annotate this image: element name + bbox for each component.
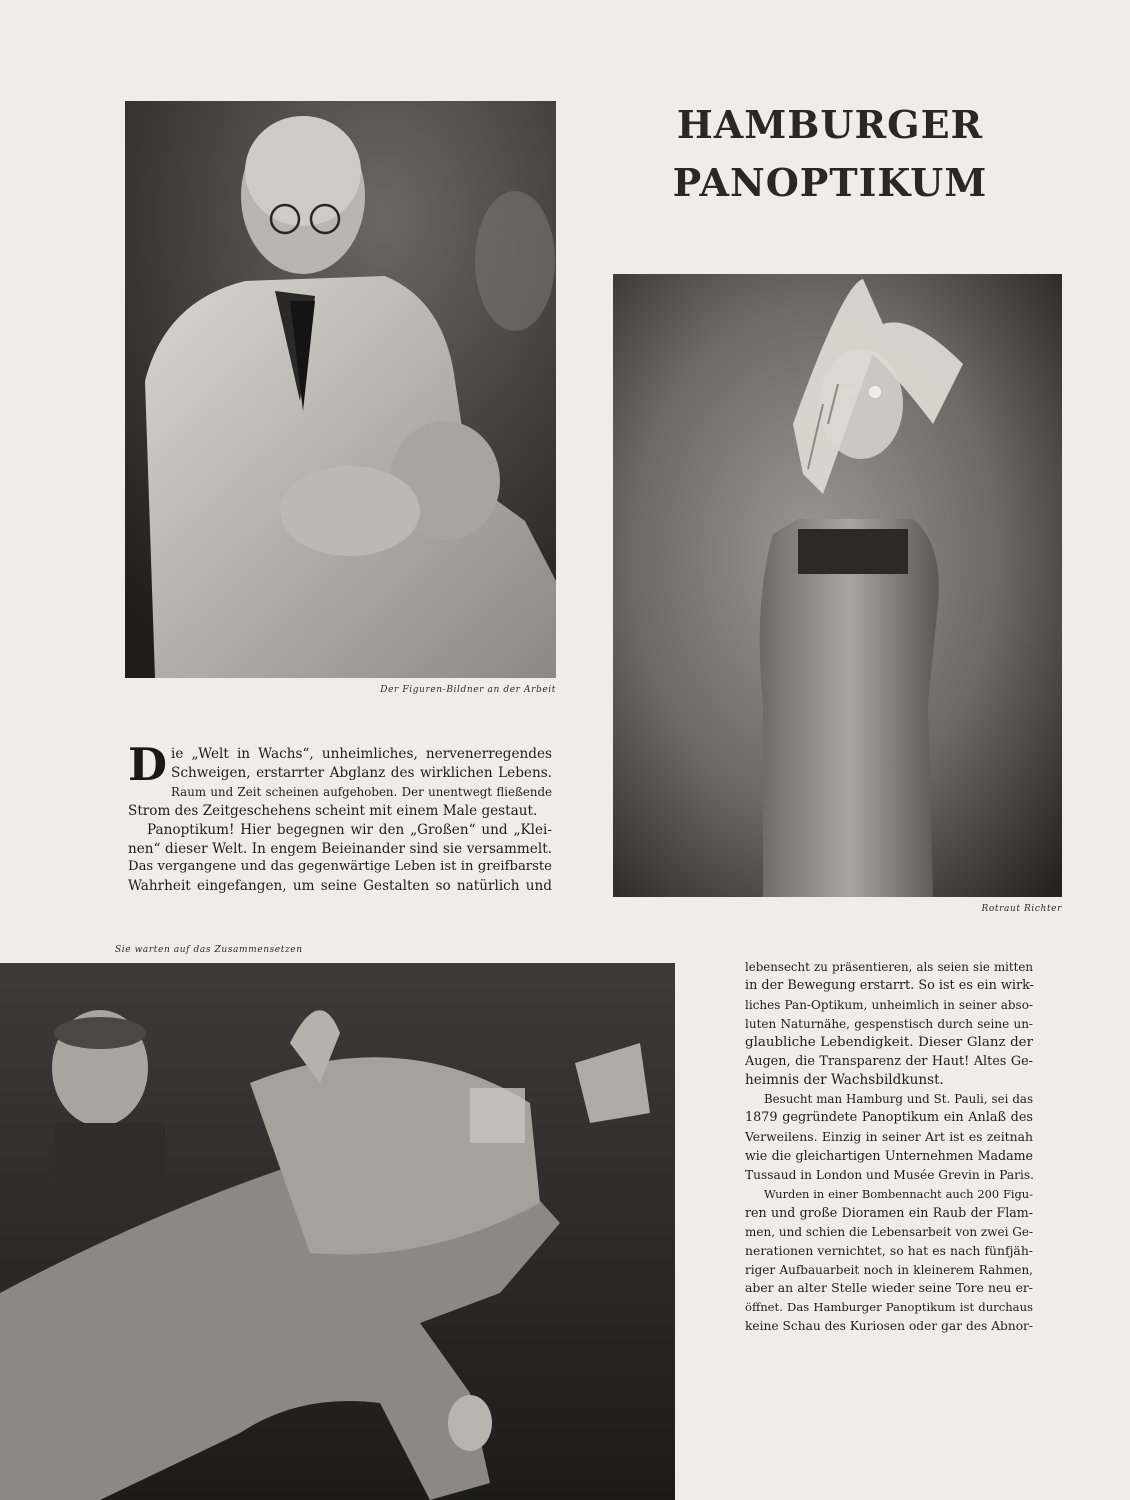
text-line: heimnis der Wachsbildkunst. bbox=[745, 1072, 944, 1089]
text-line: öffnet. Das Hamburger Panoptikum ist durchaus bbox=[745, 1300, 1033, 1315]
text-line: Verweilens. Einzig in seiner Art ist es zeitnah bbox=[745, 1129, 1033, 1145]
text-line: ren und große Dioramen ein Raub der Flam- bbox=[745, 1204, 1033, 1220]
photo-sculptor bbox=[125, 101, 556, 678]
photo-wax-figure bbox=[613, 274, 1062, 897]
caption-assembly: Sie warten auf das Zusammensetzen bbox=[115, 945, 303, 955]
text-line: riger Aufbauarbeit noch in kleinerem Rahmen, bbox=[745, 1262, 1033, 1277]
title-line-1: HAMBURGER bbox=[676, 102, 984, 147]
caption-photo-credit: Rotraut Richter bbox=[981, 904, 1062, 914]
title-line-2: PANOPTIKUM bbox=[672, 160, 988, 205]
text-line: glaubliche Lebendigkeit. Dieser Glanz der bbox=[745, 1034, 1033, 1050]
text-line: ie „Welt in Wachs“, unheimliches, nervenerregendes bbox=[171, 746, 552, 762]
paragraph-5 bbox=[745, 1185, 1033, 1336]
text-line: Wurden in einer Bombennacht auch 200 Figu- bbox=[764, 1186, 1033, 1201]
text-line: 1879 gegründete Panoptikum ein Anlaß des bbox=[745, 1110, 1033, 1126]
text-line: Tussaud in London und Musée Grevin in Paris. bbox=[745, 1167, 1034, 1182]
text-line: in der Bewegung erstarrt. So ist es ein wirk- bbox=[745, 977, 1034, 993]
article-body-column-1 bbox=[128, 738, 552, 896]
article-body-column-2 bbox=[745, 958, 1033, 1336]
paragraph-2 bbox=[128, 821, 552, 897]
text-line: wie die gleichartigen Unternehmen Madame bbox=[745, 1148, 1033, 1164]
text-line: keine Schau des Kuriosen oder gar des Abnor- bbox=[745, 1319, 1033, 1334]
text-line: liches Pan-Optikum, unheimlich in seiner abso- bbox=[745, 997, 1033, 1012]
paragraph-1 bbox=[128, 738, 552, 821]
drop-cap: D bbox=[128, 738, 168, 791]
text-line: Strom des Zeitgeschehens scheint mit einem Male gestaut. bbox=[128, 802, 538, 819]
text-line: Schweigen, erstarrter Abglanz des wirklichen Lebens. bbox=[171, 764, 552, 781]
text-line: Augen, die Transparenz der Haut! Altes Ge- bbox=[745, 1053, 1033, 1069]
paragraph-4 bbox=[745, 1090, 1033, 1185]
caption-sculptor: Der Figuren-Bildner an der Arbeit bbox=[380, 685, 556, 695]
paragraph-3 bbox=[745, 958, 1033, 1090]
text-line: aber an alter Stelle wieder seine Tore neu er- bbox=[745, 1280, 1033, 1296]
text-line: lebensecht zu präsentieren, als seien sie mitten bbox=[745, 960, 1033, 974]
text-line: Raum und Zeit scheinen aufgehoben. Der unentwegt fließende bbox=[171, 784, 552, 799]
text-line: luten Naturnähe, gespenstisch durch seine un- bbox=[745, 1016, 1033, 1031]
text-line: men, und schien die Lebensarbeit von zwei Ge- bbox=[745, 1224, 1033, 1239]
text-line: nerationen vernichtet, so hat es nach fünfjäh- bbox=[745, 1242, 1033, 1258]
text-line: Panoptikum! Hier begegnen wir den „Großen“ und „Klei- bbox=[147, 821, 552, 838]
text-line: nen“ dieser Welt. In engem Beieinander sind sie versammelt. bbox=[128, 840, 552, 857]
text-line: Wahrheit eingefangen, um seine Gestalten so natürlich und bbox=[128, 878, 552, 895]
text-line: Besucht man Hamburg und St. Pauli, sei das bbox=[764, 1092, 1033, 1107]
text-line: Das vergangene und das gegenwärtige Leben ist in greifbarste bbox=[128, 859, 552, 875]
photo-disassembled-figures bbox=[0, 963, 675, 1500]
article-title bbox=[640, 96, 1020, 212]
